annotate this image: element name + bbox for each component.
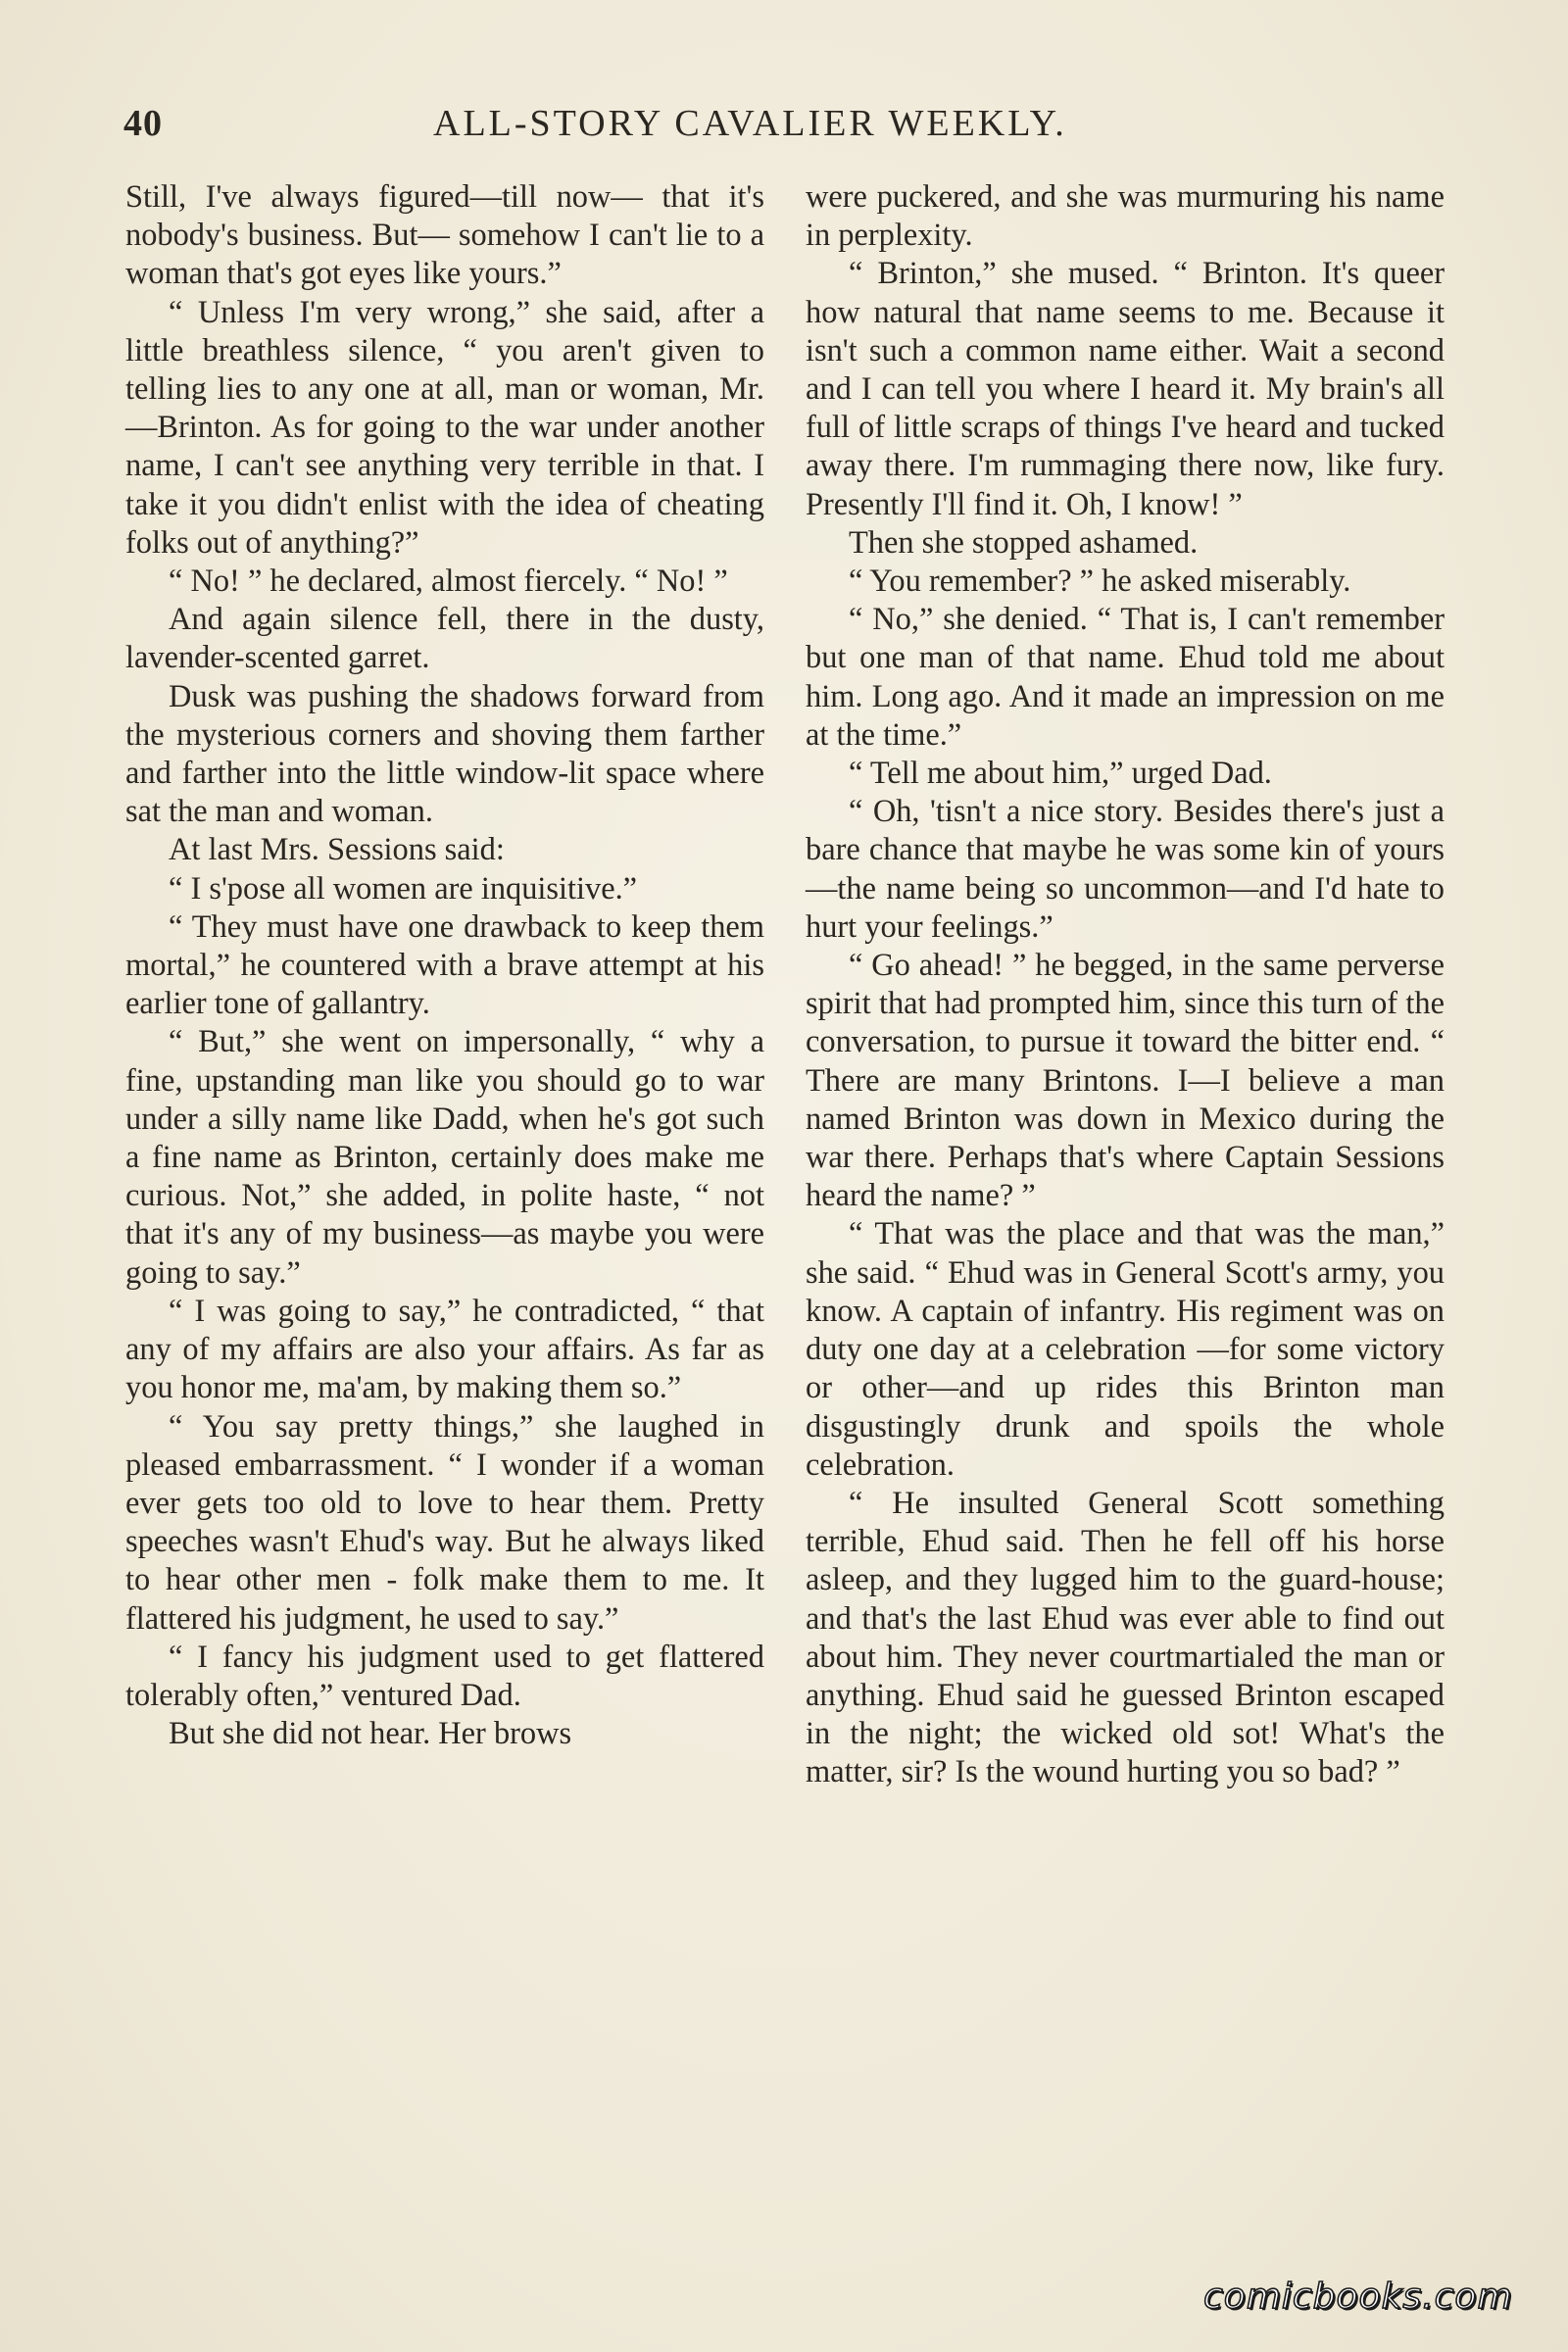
watermark: comicbooks.com	[1203, 2277, 1513, 2317]
paragraph: “ They must have one drawback to keep them mortal,” he countered with a brave attempt at his earlier tone of gallantry.	[125, 908, 764, 1022]
paragraph: were puckered, and she was murmuring his name in perplexity.	[806, 179, 1445, 254]
paragraph: “ No,” she denied. “ That is, I can't remember but one man of that name. Ehud told me about him. Long ago. And it made an impression on me at the time.”	[806, 602, 1445, 753]
page-header	[123, 102, 1446, 151]
paragraph: “ I s'pose all women are inquisitive.”	[169, 870, 638, 906]
right-column	[806, 178, 1445, 1792]
paragraph: “ Go ahead! ” he begged, in the same perverse spirit that had prompted him, since this turn of the conversation, to pursue it toward the bitter end. “ There are many Brintons. I—I believe a man named Brinton was down in Mexico during the war there. Perhaps that's where Captain Sessions heard the name? ”	[806, 948, 1445, 1214]
paragraph: And again silence fell, there in the dusty, lavender-scented garret.	[125, 602, 764, 676]
paragraph: “ Tell me about him,” urged Dad.	[849, 756, 1272, 792]
paragraph: At last Mrs. Sessions said:	[169, 832, 505, 868]
paragraph: Then she stopped ashamed.	[849, 524, 1199, 561]
running-title: ALL-STORY CAVALIER WEEKLY.	[433, 103, 1067, 144]
paragraph: Dusk was pushing the shadows forward from the mysterious corners and shoving them farther and farther into the little window-lit space where sat the man and woman.	[125, 678, 764, 830]
paragraph: But she did not hear. Her brows	[169, 1716, 572, 1752]
paragraph: “ You say pretty things,” she laughed in pleased embarrassment. “ I wonder if a woman ever gets too old to love to hear them. Pretty speeches wasn't Ehud's way. But he always liked to hear other men - folk make them to me. It flattered his judgment, he used to say.”	[125, 1408, 764, 1637]
page-number: 40	[123, 103, 163, 144]
paragraph: “ But,” she went on impersonally, “ why a fine, upstanding man like you should go to war under a silly name like Dadd, when he's got such a fine name as Brinton, certainly does make me curious. Not,” she added, in polite haste, “ not that it's any of my business—as maybe you were going to say.”	[125, 1024, 764, 1291]
paragraph: “ You remember? ” he asked miserably.	[849, 564, 1351, 600]
paragraph: “ No! ” he declared, almost fiercely. “ No! ”	[169, 564, 728, 600]
paragraph: “ I was going to say,” he contradicted, “ that any of my affairs are also your affairs. As far as you honor me, ma'am, by making them so.”	[125, 1293, 764, 1406]
paragraph: Still, I've always figured—till now— that it's nobody's business. But— somehow I can't lie to a woman that's got eyes like yours.”	[125, 179, 764, 292]
paragraph: “ Unless I'm very wrong,” she said, after a little breathless silence, “ you aren't given to telling lies to any one at all, man or woman, Mr.—Brinton. As for going to the war under another name, I can't see anything very terrible in that. I take it you didn't enlist with the idea of cheating folks out of anything?”	[125, 294, 764, 561]
paragraph: “ He insulted General Scott something terrible, Ehud said. Then he fell off his horse asleep, and they lugged him to the guard-house; and that's the last Ehud was ever able to find out about him. They never courtmartialed the man or anything. Ehud said he guessed Brinton escaped in the night; the wicked old sot! What's the matter, sir? Is the wound hurting you so bad? ”	[806, 1485, 1445, 1790]
paragraph: “ Brinton,” she mused. “ Brinton. It's queer how natural that name seems to me. Because it isn't such a common name either. Wait a second and I can tell you where I heard it. My brain's all full of little scraps of things I've heard and tucked away there. I'm rummaging there now, like fury. Presently I'll find it. Oh, I know! ”	[806, 256, 1445, 522]
paragraph: “ Oh, 'tisn't a nice story. Besides there's just a bare chance that maybe he was some kin of yours—the name being so uncommon—and I'd hate to hurt your feelings.”	[806, 794, 1445, 945]
paragraph: “ I fancy his judgment used to get flattered tolerably often,” ventured Dad.	[125, 1639, 764, 1713]
paragraph: “ That was the place and that was the man,” she said. “ Ehud was in General Scott's army, you know. A captain of infantry. His regiment was on duty one day at a celebration —for some victory or other—and up rides this Brinton man disgustingly drunk and spoils the whole celebration.	[806, 1216, 1445, 1483]
left-column	[125, 178, 764, 1753]
